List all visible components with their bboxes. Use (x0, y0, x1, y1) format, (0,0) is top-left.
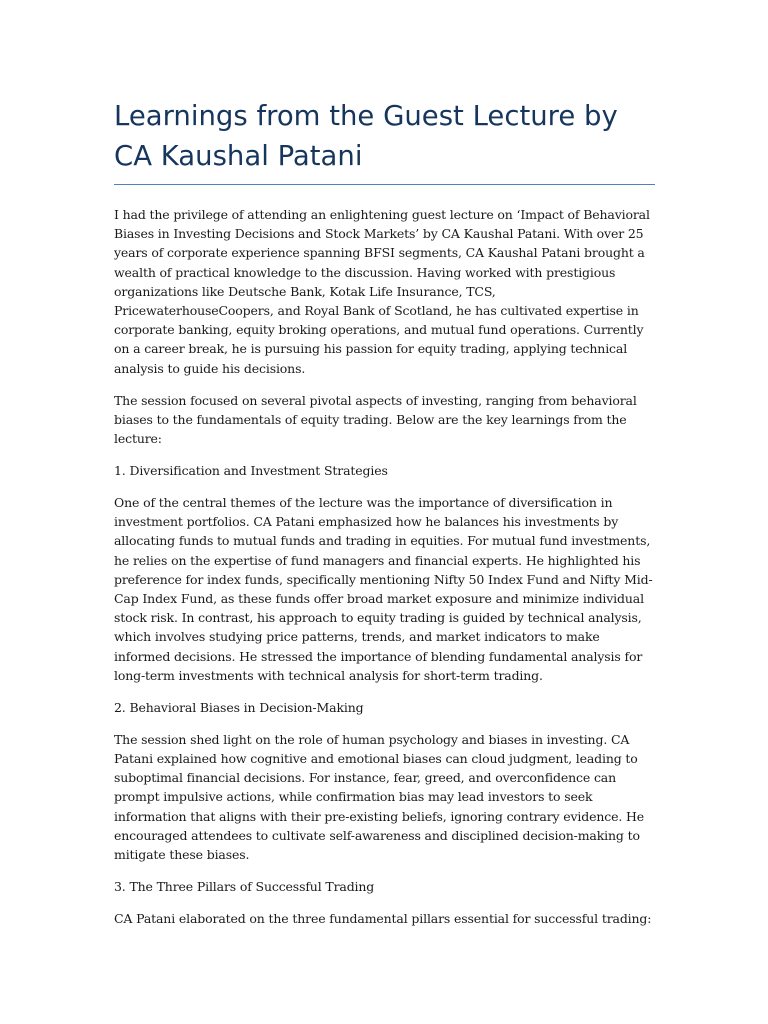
title-underline-rule (114, 184, 655, 185)
section-heading-diversification: 1. Diversification and Investment Strategies (114, 463, 388, 479)
section-body-diversification: One of the central themes of the lecture was the importance of diversification in investment portfolios. CA Patani emphasized how he balances his investments by allocating funds to mutual funds and trading in equities. For mutual fund investments, he relies on the expertise of fund managers and financial experts. He highlighted his preference for index funds, specifically mentioning Nifty 50 Index Fund and Nifty Mid-Cap Index Fund, as these funds offer broad market exposure and minimize individual stock risk. In contrast, his approach to equity trading is guided by technical analysis, which involves studying price patterns, trends, and market indicators to make informed decisions. He stressed the importance of blending fundamental analysis for long-term investments with technical analysis for short-term trading. (114, 495, 653, 683)
section-body-three-pillars: CA Patani elaborated on the three fundamental pillars essential for successful trading: (114, 911, 652, 927)
document-content (114, 96, 655, 941)
section-heading-behavioral-biases: 2. Behavioral Biases in Decision-Making (114, 699, 364, 715)
section-heading-three-pillars: 3. The Three Pillars of Successful Trading (114, 879, 375, 895)
document-title: Learnings from the Guest Lecture by CA Kaushal Patani (114, 100, 618, 172)
session-overview-paragraph: The session focused on several pivotal aspects of investing, ranging from behavioral biases to the fundamentals of equity trading. Below are the key learnings from the lecture: (114, 392, 637, 447)
intro-paragraph: I had the privilege of attending an enlightening guest lecture on ‘Impact of Behavioral Biases in Investing Decisions and Stock Markets’ by CA Kaushal Patani. With over 25 years of corporate experience spanning BFSI segments, CA Kaushal Patani brought a wealth of practical knowledge to the discussion. Having worked with prestigious organizations like Deutsche Bank, Kotak Life Insurance, TCS, PricewaterhouseCoopers, and Royal Bank of Scotland, he has cultivated expertise in corporate banking, equity broking operations, and mutual fund operations. Currently on a career break, he is pursuing his passion for equity trading, applying technical analysis to guide his decisions. (114, 207, 650, 376)
section-body-behavioral-biases: The session shed light on the role of human psychology and biases in investing. CA Patani explained how cognitive and emotional biases can cloud judgment, leading to suboptimal financial decisions. For instance, fear, greed, and overconfidence can prompt impulsive actions, while confirmation bias may lead investors to seek information that aligns with their pre-existing beliefs, ignoring contrary evidence. He encouraged attendees to cultivate self-awareness and disciplined decision-making to mitigate these biases. (114, 731, 645, 863)
